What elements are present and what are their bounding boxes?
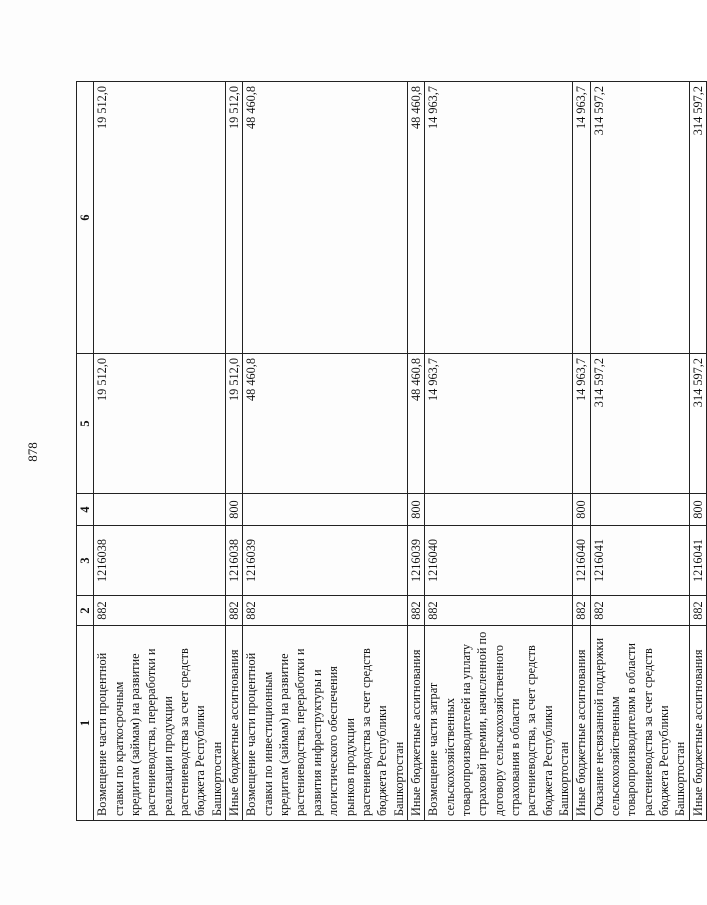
row-col3: 1216040: [573, 526, 590, 596]
row-col5: 19 512,0: [94, 354, 226, 494]
table-row: [590, 82, 689, 821]
row-name: Возмещение части процентной ставки по инвестиционным кредитам (займам) на развитие растениеводства, переработки и развития инфраструктуры и логистического обеспечения рынков продукции растениеводства за счет средств бюджета Республики Башкортостан: [243, 626, 407, 821]
page-number: 878: [25, 442, 40, 462]
row-col4: [425, 494, 573, 526]
row-col6: 314 597,2: [689, 82, 706, 354]
row-col3: 1216040: [425, 526, 573, 596]
row-name: Иные бюджетные ассигнования: [689, 626, 706, 821]
table-row: [94, 82, 226, 821]
row-name: Иные бюджетные ассигнования: [573, 626, 590, 821]
row-col3: 1216039: [407, 526, 424, 596]
row-col3: 1216041: [590, 526, 689, 596]
row-col5: 48 460,8: [243, 354, 407, 494]
row-col2: 882: [590, 596, 689, 626]
row-name: Иные бюджетные ассигнования: [226, 626, 243, 821]
table-row: [226, 82, 243, 821]
rotated-table-wrapper: [76, 82, 705, 821]
row-col2: 882: [407, 596, 424, 626]
row-col3: 1216038: [226, 526, 243, 596]
row-col3: 1216041: [689, 526, 706, 596]
row-col6: 14 963,7: [425, 82, 573, 354]
row-name: Оказание несвязанной поддержки сельскохозяйственным товаропроизводителям в области растениеводства за счет средств бюджета Республики Башкортостан: [590, 626, 689, 821]
row-col2: 882: [425, 596, 573, 626]
header-col-3: 3: [77, 526, 94, 596]
row-col2: 882: [689, 596, 706, 626]
row-col4: [94, 494, 226, 526]
row-col2: 882: [573, 596, 590, 626]
row-col3: 1216038: [94, 526, 226, 596]
row-col4: 800: [689, 494, 706, 526]
table-row: [425, 82, 573, 821]
row-col6: 14 963,7: [573, 82, 590, 354]
header-row: [77, 82, 94, 821]
table-row: [573, 82, 590, 821]
table-row: [689, 82, 706, 821]
row-col5: 314 597,2: [689, 354, 706, 494]
header-col-6: 6: [77, 82, 94, 354]
row-col4: 800: [407, 494, 424, 526]
header-col-1: 1: [77, 626, 94, 821]
header-col-5: 5: [77, 354, 94, 494]
row-col6: 19 512,0: [226, 82, 243, 354]
row-col2: 882: [94, 596, 226, 626]
row-col5: 314 597,2: [590, 354, 689, 494]
row-col5: 48 460,8: [407, 354, 424, 494]
row-col5: 19 512,0: [226, 354, 243, 494]
row-col4: 800: [573, 494, 590, 526]
row-col6: 314 597,2: [590, 82, 689, 354]
row-col2: 882: [226, 596, 243, 626]
budget-table: [76, 81, 707, 821]
row-col4: [590, 494, 689, 526]
header-col-2: 2: [77, 596, 94, 626]
row-name: Возмещение части затрат сельскохозяйственных товаропроизводителей на уплату страховой премии, начисленной по договору сельскохозяйственного страхования в области растениеводства, за счет средств бюджета Республики Башкортостан: [425, 626, 573, 821]
row-col6: 19 512,0: [94, 82, 226, 354]
table-row: [243, 82, 407, 821]
row-col6: 48 460,8: [407, 82, 424, 354]
row-col4: 800: [226, 494, 243, 526]
header-col-4: 4: [77, 494, 94, 526]
row-col6: 48 460,8: [243, 82, 407, 354]
row-name: Возмещение части процентной ставки по краткосрочным кредитам (займам) на развитие растениеводства, переработки и реализации продукции растениеводства за счет средств бюджета Республики Башкортостан: [94, 626, 226, 821]
row-col3: 1216039: [243, 526, 407, 596]
table-row: [407, 82, 424, 821]
row-name: Иные бюджетные ассигнования: [407, 626, 424, 821]
row-col4: [243, 494, 407, 526]
row-col5: 14 963,7: [573, 354, 590, 494]
row-col5: 14 963,7: [425, 354, 573, 494]
row-col2: 882: [243, 596, 407, 626]
